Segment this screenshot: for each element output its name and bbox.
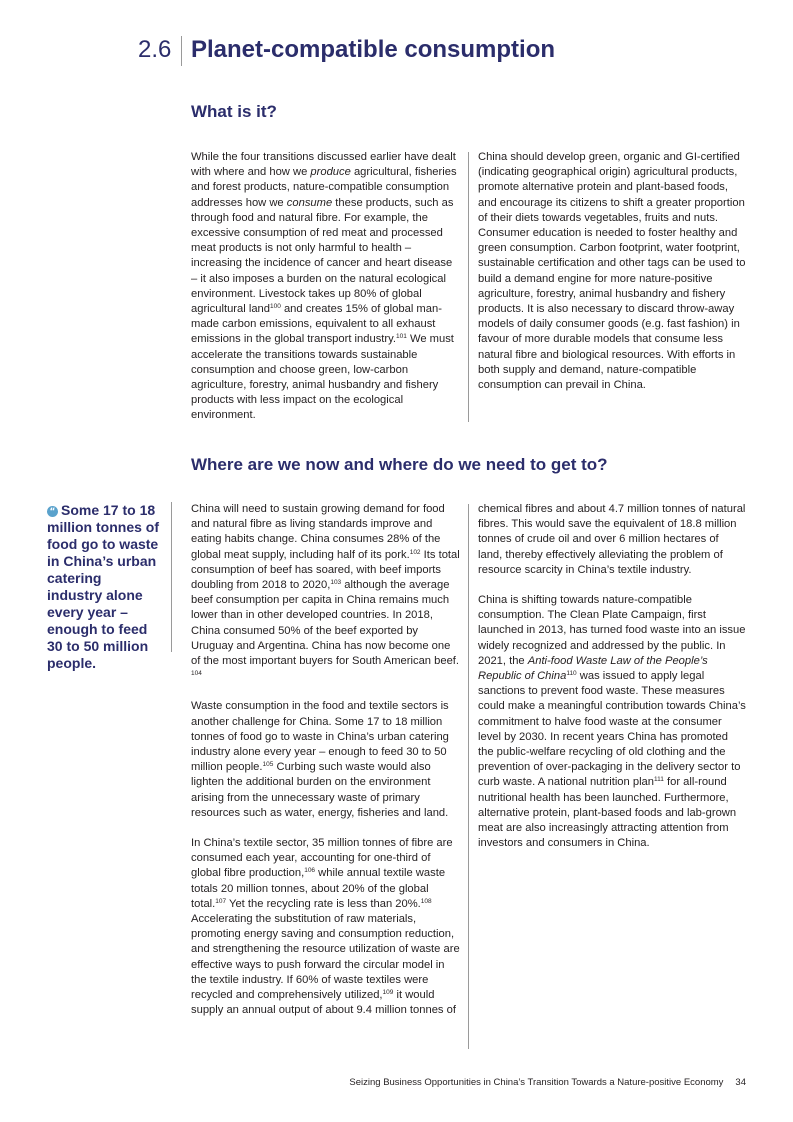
page-title: Planet-compatible consumption [191,36,556,63]
paragraph [191,836,461,1018]
text-run: it would supply an annual output of about 9.4 million tonnes of [191,989,456,1017]
footnote-ref: 102 [409,548,421,556]
column-divider [468,152,469,422]
text-run: Yet the recycling rate is less than 20%. [226,897,421,910]
emphasis-text: consume [286,196,333,209]
text-run: China is shifting towards nature-compatible consumption. The Clean Plate Campaign, first launched in 2013, has turned food waste into an issue widely recognized and addressed by the public. In 2021, the [478,594,746,667]
text-run: was issued to apply legal sanctions to prevent food waste. These measures could make a meaningful contribution towards China’s commitment to halve food waste at the consumer level by 2030. In recent years China has promoted the public-welfare recycling of old clothing and the prevention of over-packaging in the delivery sector to curb waste. A national nutrition plan [478,670,746,789]
footnote-ref: 103 [330,579,342,587]
text-run: chemical fibres and about 4.7 million tonnes of natural fibres. This would save the equivalent of 18.8 million tonnes of crude oil and over 6 million hectares of land, thereby effectively alleviating the problem of resource scarcity in China’s textile industry. [478,503,746,576]
text-run: Its total consumption of beef has soared, with beef imports doubling from 2018 to 2020, [191,548,460,592]
footnote-ref: 108 [420,897,432,905]
text-run: Accelerating the substitution of raw materials, promoting energy saving and consumption reduction, and strengthening the resource utilization of waste are effective ways to push forward the circular model in the textile industry. If 60% of waste textiles were recycled and comprehensively utilized, [191,913,460,1002]
text-run: although the average beef consumption per capita in China remains much lower than in other developed countries. In 2018, China consumed 50% of the beef exported by Uruguay and Argentina. China has now become one of the most important buyers for South American beef. [191,579,460,668]
paragraph [478,502,746,578]
paragraph [478,593,746,851]
quote-icon: “ [47,506,58,517]
footnote-ref: 111 [654,776,664,784]
heading-where-are-we-now: Where are we now and where do we need to get to? [191,455,608,474]
what-right-column [478,150,746,408]
emphasis-text: produce [310,166,351,179]
footer-title: Seizing Business Opportunities in China’s Transition Towards a Nature-positive Economy [349,1077,724,1088]
text-run: In China’s textile sector, 35 million tonnes of fibre are consumed each year, accounting for one-third of global fibre production, [191,837,453,880]
page-footer [349,1077,746,1088]
text-run: Waste consumption in the food and textile sectors is another challenge for China. Some 17 to 18 million tonnes of food go to waste in China’s urban catering industry alone every year – enough to feed 30 to 50 million people. [191,700,449,774]
footnote-ref: 100 [269,303,281,311]
where-left-column [191,502,461,1034]
footnote-ref: 105 [262,761,274,769]
text-run: while annual textile waste totals 20 million tonnes, about 20% of the global total. [191,867,446,910]
paragraph [191,502,461,684]
text-run: for all-round nutritional health has been launched. Furthermore, alternative protein, plant-based foods and lab-grown meat are also increasingly attracting attention from investors and consumers in China. [478,776,737,850]
text-run: While the four transitions discussed earlier have dealt with where and how we [191,151,456,179]
text-run: and creates 15% of global man-made carbon emissions, equivalent to all exhaust emissions in the global transport industry. [191,303,442,346]
heading-what-is-it: What is it? [191,102,277,121]
title-divider [181,36,182,66]
footnote-ref: 109 [382,989,394,997]
page-number: 34 [735,1077,746,1088]
where-right-column [478,502,746,866]
paragraph [191,150,461,424]
footnote-ref: 104 [191,670,202,678]
text-run: these products, such as through food and natural fibre. For example, the excessive consumption of red meat and processed meat products is not only harmful to health – increasing the incidence of cancer and heart disease – it also imposes a burden on the natural ecological environment. Livestock takes up 80% of global agricultural land [191,196,454,316]
text-run: China should develop green, organic and GI-certified (indicating geographical origin) agricultural products, promote alternative protein and plant-based foods, and encourage its citizens to shift a greater proportion of their diets towards vegetables, fruits and nuts. Consumer education is needed to foster healthy and green consumption. Carbon footprint, water footprint, sustainable certification and other tags can be used to build a demand engine for more nature-positive agriculture, forestry, animal husbandry and fishery products. It is also necessary to discard throw-away models of daily consumer goods (e.g. fast fashion) in favour of more durable models that consume less natural fibre and biological resources. With efforts in both supply and demand, nature-compatible consumption can prevail in China. [478,151,746,392]
what-left-column [191,150,461,439]
footnote-ref: 101 [396,333,407,341]
text-run: agricultural, fisheries and forest products, nature-compatible consumption addresses how we [191,166,457,209]
text-run: China will need to sustain growing demand for food and natural fibre as living standards improve and eating habits change. China consumes 28% of the global meat supply, including half of its pork. [191,503,445,561]
emphasis-text: Anti-food Waste Law of the People’s Republic of China [478,654,708,683]
pull-quote-divider [171,502,172,652]
footnote-ref: 110 [566,670,577,678]
footnote-ref: 106 [304,867,316,875]
paragraph [191,699,461,821]
pull-quote-text: Some 17 to 18 million tonnes of food go to waste in China’s urban catering industry alone every year – enough to feed 30 to 50 million people. [47,502,159,671]
column-divider [468,504,469,1049]
text-run: We must accelerate the transitions towards sustainable consumption and choose green, low-carbon agriculture, forestry, animal husbandry and fishery products with less impact on the ecological environment. [191,333,454,422]
pull-quote [47,502,159,672]
footnote-ref: 107 [215,897,227,905]
text-run: Curbing such waste would also lighten the additional burden on the environment arising from the unnecessary waste of primary resources such as water, energy, fisheries and land. [191,761,449,819]
paragraph [478,150,746,393]
section-number: 2.6 [138,36,172,63]
